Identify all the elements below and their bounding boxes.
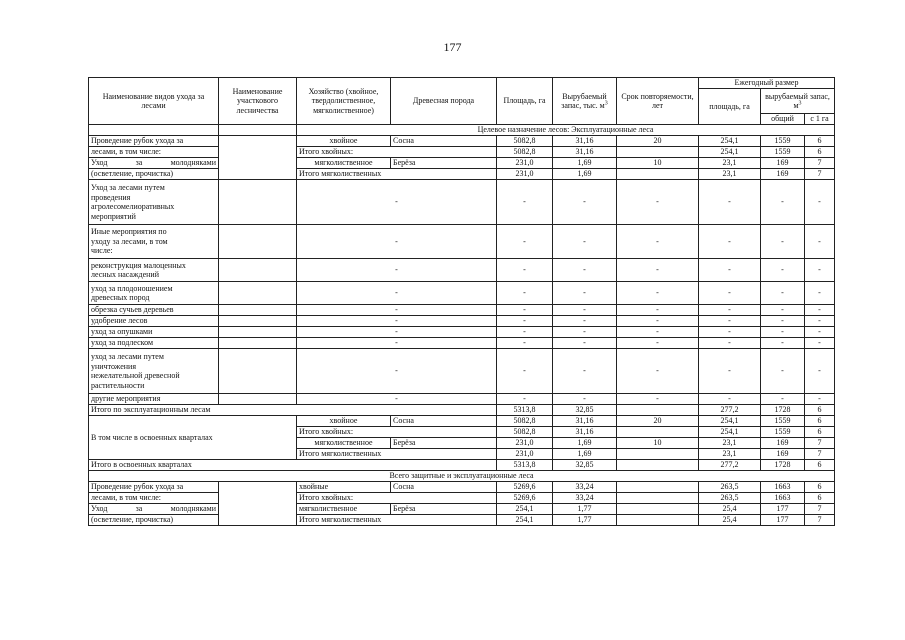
annual-area-cell: 254,1 (699, 147, 761, 158)
economy-cell: хвойные (297, 482, 391, 493)
annual-area-cell: 25,4 (699, 515, 761, 526)
economy-cell: мягколиственное (297, 438, 391, 449)
annual-volume-cell: 169 (761, 449, 805, 460)
annual-area-cell: 23,1 (699, 158, 761, 169)
period-cell: 10 (617, 158, 699, 169)
table-row: реконструкция малоценных лесных насаждений - - - - - - - (89, 259, 835, 282)
header-annual-volume: вырубаемый запас, $м^3$ (761, 89, 835, 114)
header-economy: Хозяйство (хвойное, твердолиственное, мягколиственное) (297, 78, 391, 125)
table-row (89, 147, 835, 158)
period-cell (617, 515, 699, 526)
area-cell: 231,0 (497, 158, 553, 169)
care-type-cell: удобрение лесов (89, 316, 219, 327)
species-cell: Берёза (391, 438, 497, 449)
table-row: уход за опушками - - - - - - - (89, 327, 835, 338)
volume-cell: 31,16 (553, 427, 617, 438)
care-type-cell: (осветление, прочистка) (89, 515, 219, 526)
per-ha-cell: 6 (805, 147, 835, 158)
volume-cell: 33,24 (553, 482, 617, 493)
table-row (89, 158, 835, 169)
table-row (89, 504, 835, 515)
care-type-cell: Проведение рубок ухода за (89, 482, 219, 493)
header-species: Древесная порода (391, 78, 497, 125)
annual-area-cell: 263,5 (699, 482, 761, 493)
annual-volume-cell: 177 (761, 515, 805, 526)
annual-area-cell: 277,2 (699, 460, 761, 471)
header-per-ha: с 1 га (805, 114, 835, 125)
area-cell: 231,0 (497, 449, 553, 460)
page-number: 177 (443, 40, 462, 54)
annual-volume-cell: 169 (761, 158, 805, 169)
area-cell: 5082,8 (497, 136, 553, 147)
area-cell: 5269,6 (497, 482, 553, 493)
header-general: общий (761, 114, 805, 125)
period-cell (617, 147, 699, 158)
care-type-cell: реконструкция малоценных лесных насаждений (89, 259, 219, 282)
volume-cell: 32,85 (553, 405, 617, 416)
table-row: Уход за лесами путем проведения агролесомелиоративных мероприятий - - - - - - - (89, 180, 835, 225)
per-ha-cell: 6 (805, 405, 835, 416)
annual-area-cell: 23,1 (699, 438, 761, 449)
period-cell (617, 427, 699, 438)
care-type-cell: Уход за молодняками (89, 504, 219, 515)
period-cell: 10 (617, 438, 699, 449)
volume-cell: 1,69 (553, 158, 617, 169)
area-cell: 5313,8 (497, 405, 553, 416)
total-label: Итого по эксплуатационным лесам (89, 405, 497, 416)
area-cell: 5082,8 (497, 147, 553, 158)
area-cell: 231,0 (497, 169, 553, 180)
volume-cell: 1,69 (553, 449, 617, 460)
table-row: другие мероприятия - - - - - - - (89, 394, 835, 405)
table-row (89, 493, 835, 504)
care-type-cell: Проведение рубок ухода за (89, 136, 219, 147)
care-type-cell: уход за опушками (89, 327, 219, 338)
care-type-cell: Уход за лесами путем проведения агролесомелиоративных мероприятий (89, 180, 219, 225)
header-care-type: Наименование видов ухода за лесами (89, 78, 219, 125)
care-type-cell: лесами, в том числе: (89, 493, 219, 504)
period-cell (617, 449, 699, 460)
species-cell: Сосна (391, 482, 497, 493)
table-row: удобрение лесов - - - - - - - (89, 316, 835, 327)
annual-volume-cell: 1663 (761, 482, 805, 493)
district-cell (219, 482, 297, 526)
annual-volume-cell: 177 (761, 504, 805, 515)
annual-volume-cell: 1559 (761, 416, 805, 427)
section-title-row (89, 125, 835, 136)
table-row (89, 416, 835, 427)
annual-volume-cell: 1559 (761, 147, 805, 158)
header-district: Наименование участкового лесничества (219, 78, 297, 125)
economy-cell: Итого хвойных: (297, 147, 497, 158)
area-cell: 5082,8 (497, 427, 553, 438)
annual-volume-cell: 1663 (761, 493, 805, 504)
table-row: уход за лесами путем уничтожения нежелательной древесной растительности - - - - - - - (89, 349, 835, 394)
care-type-cell: обрезка сучьев деревьев (89, 305, 219, 316)
per-ha-cell: 7 (805, 449, 835, 460)
care-type-cell: Иные мероприятия по уходу за лесами, в том числе: (89, 225, 219, 259)
table-row: Иные мероприятия по уходу за лесами, в том числе: - - - - - - - (89, 225, 835, 259)
table-row (89, 169, 835, 180)
economy-cell: Итого мягколиственных (297, 515, 497, 526)
table-row: обрезка сучьев деревьев - - - - - - - (89, 305, 835, 316)
care-type-cell: другие мероприятия (89, 394, 219, 405)
section-title: Целевое назначение лесов: Эксплуатационные леса (297, 125, 835, 136)
annual-area-cell: 254,1 (699, 136, 761, 147)
economy-cell: мягколиственное (297, 158, 391, 169)
area-cell: 254,1 (497, 504, 553, 515)
period-cell: 20 (617, 416, 699, 427)
per-ha-cell: 7 (805, 158, 835, 169)
species-cell: Берёза (391, 504, 497, 515)
per-ha-cell: 6 (805, 136, 835, 147)
per-ha-cell: 6 (805, 482, 835, 493)
per-ha-cell: 6 (805, 416, 835, 427)
economy-cell: хвойное (297, 136, 391, 147)
volume-cell: 31,16 (553, 147, 617, 158)
period-cell (617, 493, 699, 504)
per-ha-cell: 7 (805, 438, 835, 449)
per-ha-cell: 6 (805, 427, 835, 438)
period-cell (617, 504, 699, 515)
economy-cell: Итого хвойных: (297, 427, 497, 438)
volume-cell: 1,77 (553, 515, 617, 526)
period-cell: 20 (617, 136, 699, 147)
annual-volume-cell: 1559 (761, 136, 805, 147)
economy-cell: Итого мягколиственных (297, 169, 497, 180)
per-ha-cell: 7 (805, 169, 835, 180)
total-row (89, 460, 835, 471)
species-cell: Берёза (391, 158, 497, 169)
species-cell: Сосна (391, 416, 497, 427)
per-ha-cell: 7 (805, 515, 835, 526)
per-ha-cell: 7 (805, 504, 835, 515)
section-title: Всего защитные и эксплуатационные леса (89, 471, 835, 482)
header-annual: Ежегодный размер (699, 78, 835, 89)
forest-care-table (88, 77, 835, 526)
table-row (89, 482, 835, 493)
table-row: уход за плодоношением древесных пород - - - - - - - (89, 282, 835, 305)
volume-cell: 31,16 (553, 416, 617, 427)
volume-cell: 31,16 (553, 136, 617, 147)
economy-cell: мягколиственное (297, 504, 391, 515)
care-type-cell: уход за подлеском (89, 338, 219, 349)
annual-area-cell: 263,5 (699, 493, 761, 504)
annual-area-cell: 277,2 (699, 405, 761, 416)
care-type-cell: уход за плодоношением древесных пород (89, 282, 219, 305)
per-ha-cell: 6 (805, 460, 835, 471)
district-cell (219, 136, 297, 180)
per-ha-cell: 6 (805, 493, 835, 504)
annual-area-cell: 23,1 (699, 169, 761, 180)
area-cell: 254,1 (497, 515, 553, 526)
annual-area-cell: 254,1 (699, 416, 761, 427)
annual-volume-cell: 169 (761, 438, 805, 449)
species-cell: Сосна (391, 136, 497, 147)
header-annual-area: площадь, га (699, 89, 761, 125)
economy-cell: Итого мягколиственных (297, 449, 497, 460)
volume-cell: 1,77 (553, 504, 617, 515)
header-volume: Вырубаемый запас, тыс. $м^3$ (553, 78, 617, 125)
care-type-cell: уход за лесами путем уничтожения нежелательной древесной растительности (89, 349, 219, 394)
total-row (89, 405, 835, 416)
care-type-cell: Уход за молодняками (89, 158, 219, 169)
annual-area-cell: 25,4 (699, 504, 761, 515)
table-row (89, 136, 835, 147)
developed-label: В том числе в освоенных кварталах (89, 416, 297, 460)
table-row: уход за подлеском - - - - - - - (89, 338, 835, 349)
annual-volume-cell: 1728 (761, 460, 805, 471)
annual-area-cell: 254,1 (699, 427, 761, 438)
header-period: Срок повторяемости, лет (617, 78, 699, 125)
area-cell: 5082,8 (497, 416, 553, 427)
period-cell (617, 169, 699, 180)
period-cell (617, 482, 699, 493)
volume-cell: 32,85 (553, 460, 617, 471)
total-label: Итого в освоенных кварталах (89, 460, 497, 471)
annual-area-cell: 23,1 (699, 449, 761, 460)
annual-volume-cell: 1728 (761, 405, 805, 416)
volume-cell: 1,69 (553, 169, 617, 180)
economy-cell: хвойное (297, 416, 391, 427)
area-cell: 5269,6 (497, 493, 553, 504)
care-type-cell: (осветление, прочистка) (89, 169, 219, 180)
annual-volume-cell: 169 (761, 169, 805, 180)
area-cell: 231,0 (497, 438, 553, 449)
volume-cell: 33,24 (553, 493, 617, 504)
area-cell: 5313,8 (497, 460, 553, 471)
economy-cell: Итого хвойных: (297, 493, 497, 504)
annual-volume-cell: 1559 (761, 427, 805, 438)
care-type-cell: лесами, в том числе: (89, 147, 219, 158)
table-row (89, 515, 835, 526)
volume-cell: 1,69 (553, 438, 617, 449)
header-area: Площадь, га (497, 78, 553, 125)
section-title-row (89, 471, 835, 482)
